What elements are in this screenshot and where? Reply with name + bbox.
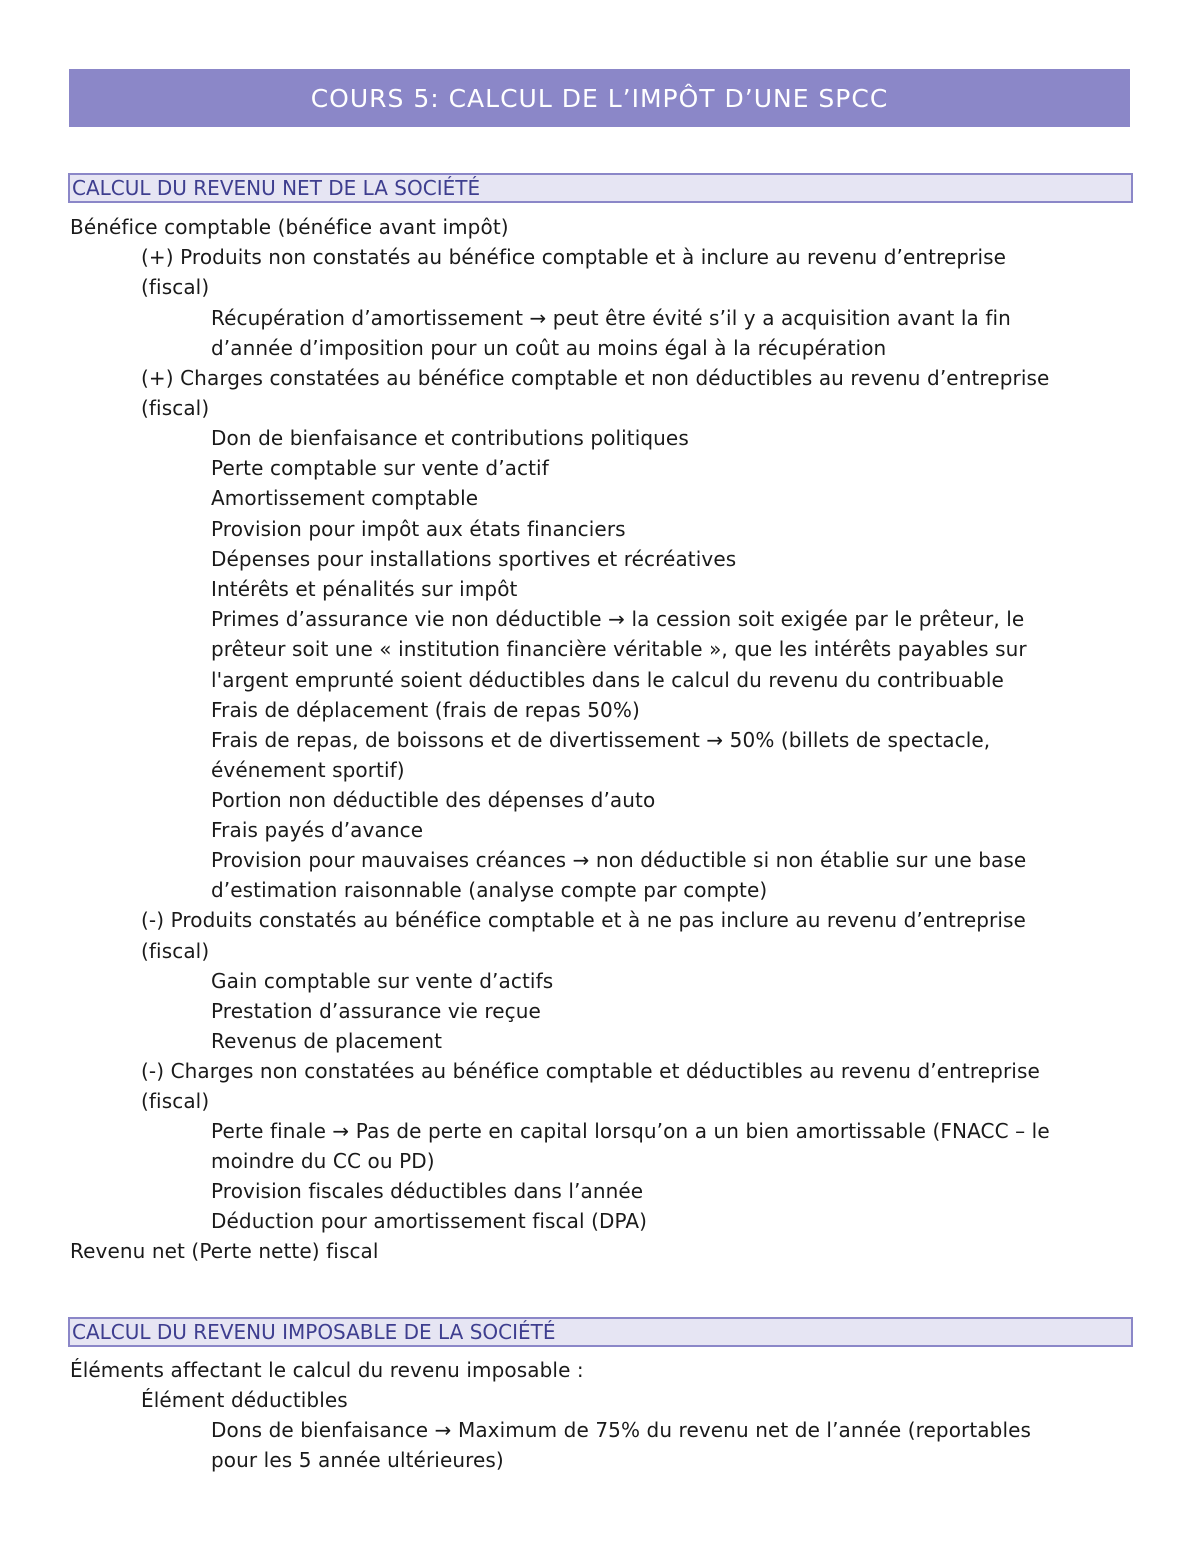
text-line: Récupération d’amortissement → peut être évité s’il y a acquisition avant la fin [211,306,1011,330]
text-line: Amortissement comptable [211,486,479,510]
text-line: d’estimation raisonnable (analyse compte par compte) [211,878,768,902]
text-line: Gain comptable sur vente d’actifs [211,969,554,993]
text-line: Revenus de placement [211,1029,443,1053]
section-heading-revenu-imposable: CALCUL DU REVENU IMPOSABLE DE LA SOCIÉTÉ [68,1317,1133,1347]
text-line: Provision pour impôt aux états financiers [211,517,626,541]
text-line: Intérêts et pénalités sur impôt [211,577,518,601]
text-line: Provision pour mauvaises créances → non déductible si non établie sur une base [211,848,1027,872]
section-heading-revenu-net: CALCUL DU REVENU NET DE LA SOCIÉTÉ [68,173,1133,203]
text-line: pour les 5 année ultérieures) [211,1448,504,1472]
text-line: (-) Produits constatés au bénéfice comptable et à ne pas inclure au revenu d’entreprise [141,908,1026,932]
text-line: Don de bienfaisance et contributions politiques [211,426,689,450]
text-line: moindre du CC ou PD) [211,1149,435,1173]
text-line: Frais de repas, de boissons et de divertissement → 50% (billets de spectacle, [211,728,991,752]
text-line: d’année d’imposition pour un coût au moins égal à la récupération [211,336,887,360]
text-line: Primes d’assurance vie non déductible → la cession soit exigée par le prêteur, le [211,607,1025,631]
text-line: Dépenses pour installations sportives et récréatives [211,547,737,571]
text-line: (-) Charges non constatées au bénéfice comptable et déductibles au revenu d’entreprise [141,1059,1040,1083]
text-line: Revenu net (Perte nette) fiscal [70,1239,379,1263]
text-line: (fiscal) [141,939,210,963]
text-line: Prestation d’assurance vie reçue [211,999,541,1023]
text-line: prêteur soit une « institution financière véritable », que les intérêts payables sur [211,637,1027,661]
text-line: Déduction pour amortissement fiscal (DPA) [211,1209,648,1233]
text-line: Dons de bienfaisance → Maximum de 75% du revenu net de l’année (reportables [211,1418,1032,1442]
text-line: (fiscal) [141,1089,210,1113]
text-line: Perte finale → Pas de perte en capital lorsqu’on a un bien amortissable (FNACC – le [211,1119,1050,1143]
text-line: Bénéfice comptable (bénéfice avant impôt) [70,215,509,239]
text-line: Frais de déplacement (frais de repas 50%) [211,698,640,722]
text-line: Élément déductibles [141,1388,348,1412]
text-line: Portion non déductible des dépenses d’auto [211,788,656,812]
text-line: (fiscal) [141,275,210,299]
text-line: Éléments affectant le calcul du revenu imposable : [70,1358,584,1382]
text-line: (+) Produits non constatés au bénéfice comptable et à inclure au revenu d’entreprise [141,245,1007,269]
text-line: l'argent emprunté soient déductibles dans le calcul du revenu du contribuable [211,668,1004,692]
text-line: (fiscal) [141,396,210,420]
text-line: (+) Charges constatées au bénéfice comptable et non déductibles au revenu d’entreprise [141,366,1050,390]
text-line: Perte comptable sur vente d’actif [211,456,549,480]
page-title: COURS 5: CALCUL DE L’IMPÔT D’UNE SPCC [69,69,1130,127]
text-line: Provision fiscales déductibles dans l’année [211,1179,644,1203]
text-line: événement sportif) [211,758,405,782]
text-line: Frais payés d’avance [211,818,424,842]
